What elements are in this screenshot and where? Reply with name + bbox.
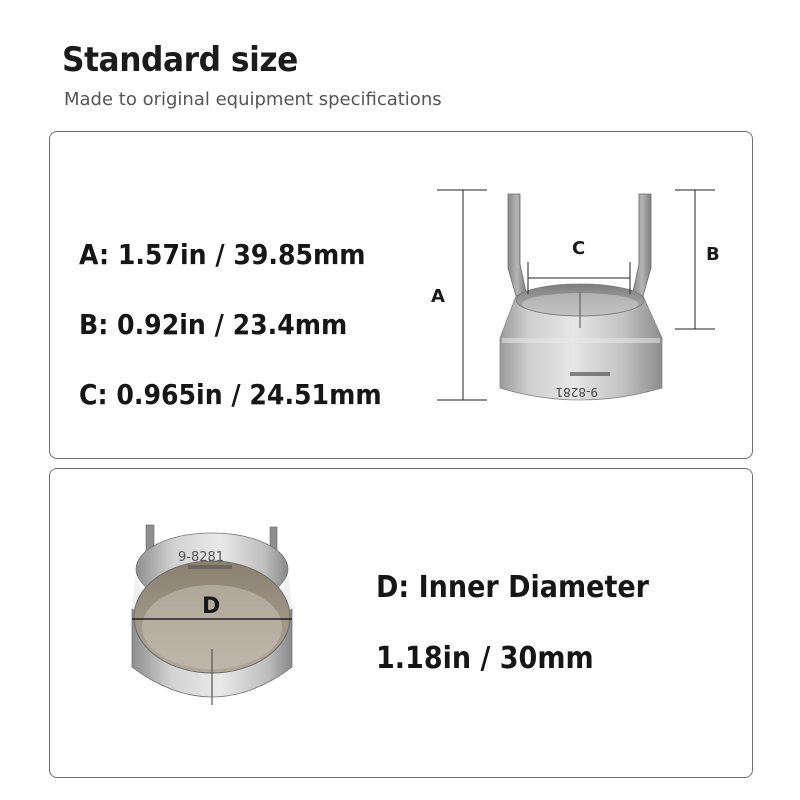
cup-body	[500, 284, 662, 400]
spec-d-label: D: Inner Diameter	[376, 570, 649, 605]
spec-a: A: 1.57in / 39.85mm	[79, 238, 366, 271]
diameter-card	[49, 468, 753, 778]
spec-d-value: 1.18in / 30mm	[376, 641, 594, 676]
part-marking: 9-8281	[555, 385, 598, 399]
shield-cup-side-diagram	[50, 132, 754, 460]
part-marking: 9-8281	[178, 550, 225, 565]
dimension-label-b: B	[706, 244, 720, 265]
left-prong	[508, 194, 526, 296]
page-subtitle: Made to original equipment specifications	[64, 89, 442, 110]
spec-b: B: 0.92in / 23.4mm	[79, 308, 348, 341]
right-prong	[633, 194, 651, 296]
dimension-label-a: A	[431, 286, 445, 307]
spec-c: C: 0.965in / 24.51mm	[79, 378, 382, 411]
page-title: Standard size	[62, 40, 298, 80]
engraved-brand	[570, 372, 610, 376]
dimension-label-c: C	[572, 238, 586, 259]
dimensions-card	[49, 131, 753, 459]
engraved-brand	[188, 565, 232, 569]
dimension-label-d: D	[202, 594, 221, 619]
shield-cup-top-diagram	[50, 469, 754, 779]
